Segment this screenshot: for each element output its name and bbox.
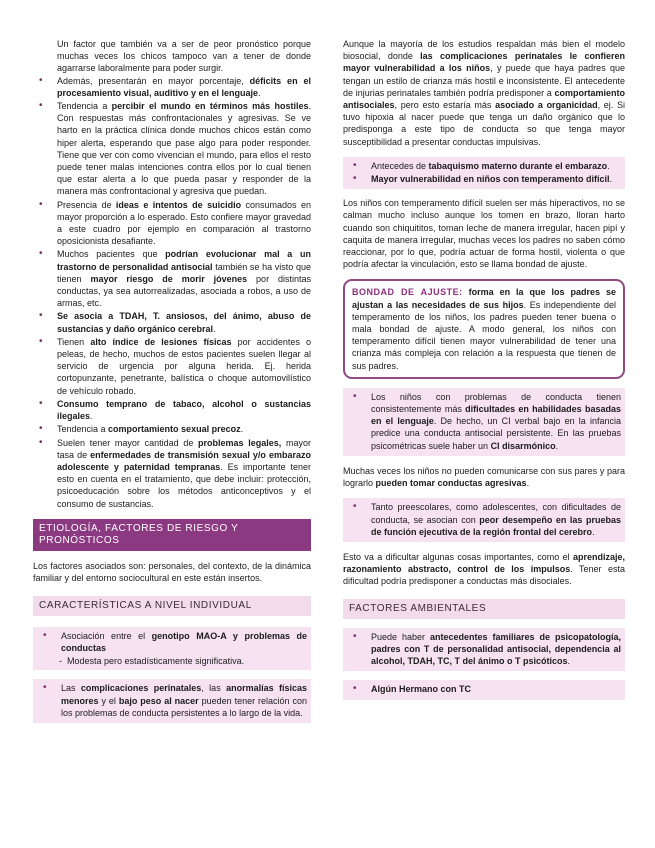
executive-function-callout <box>343 498 625 542</box>
temperament-paragraph: Los niños con temperamento difícil suelen ser más hiperactivos, no se calman mucho incluso aunque los tomen en brazo, lloran harto cuando son chiquititos, toman leche de manera irregular, hacen pipí y caquita de manera irregular, muchas veces los padres no saben cómo reaccionar, por lo que, podría actuar de forma hostil, violenta o que podría afectar la vinculación, esto se llama bondad de ajuste. <box>343 198 625 270</box>
left-column <box>33 38 311 723</box>
list-item: • Tanto preescolares, como adolescentes, con dificultades de conducta, se asocian con peor desempeño en las pruebas de función ejecutiva de la región frontal del cerebro. <box>347 501 621 538</box>
perinatal-callout <box>33 679 311 723</box>
list-item: • Tendencia a percibir el mundo en términos más hostiles. Con respuestas más confrontacionales y agresivas. Se ve harto en la práctica clínica donde muchos chicos están como hiper alerta, esperando que pase algo para poder responder. Tiene que ver con como vivencian el mundo, para ellos el resto puede tener malas intenciones contra ellos por lo cual tienen que estar alerta a lo que pueda pasar y responder de la manera más confrontacional y agresiva que puedan. <box>33 100 311 198</box>
language-callout <box>343 388 625 456</box>
list-item: • Antecedes de tabaquismo materno durante el embarazo. <box>347 160 621 172</box>
biosocial-paragraph: Aunque la mayoría de los estudios respaldan más bien el modelo biosocial, donde las complicaciones perinatales le confieren mayor vulnerabilidad a los niños, y puede que haya padres que tengan un estilo de crianza más hostil e inconsistente. El antecedente de injurias perinatales también podría predisponer a comportamiento antisociales, pero esto estaría más asociado a organicidad, ej. Si tuvo hipoxia al nacer puede que tenga un daño orgánico que lo predisponga a este tipo de conducta so que tenga mayor susceptibilidad a presentar conductas impulsivas. <box>343 39 626 147</box>
learning-paragraph: Esto va a dificultar algunas cosas importantes, como el aprendizaje, razonamiento abstracto, control de los impulsos. Tener esta dificultad podría predisponer a conductas más disociales. <box>343 551 625 587</box>
list-item: • Los niños con problemas de conducta tienen consistentemente más dificultades en habilidades basadas en el lenguaje. De hecho, un CI verbal bajo en la infancia predice una conducta antisocial persistente. En las pruebas psicométricas suele haber un CI disarmónico. <box>347 391 621 452</box>
communication-paragraph: Muchas veces los niños no pueden comunicarse con sus pares y para lograrlo pueden tomar conductas agresivas. <box>343 465 625 489</box>
etiologia-paragraph: Los factores asociados son: personales, del contexto, de la dinámica familiar y del entorno sociocultural en este están insertos. <box>33 561 311 584</box>
temperament-callout <box>343 157 625 189</box>
list-item: • Presencia de ideas e intentos de suicidio consumados en mayor proporción a lo esperado. Esto confiere mayor gravedad a este cuadro por ejemplo en comparación al trastorno oposicionista desafiante. <box>33 199 311 248</box>
genotype-callout <box>33 627 311 671</box>
individual-traits-list <box>33 75 311 510</box>
list-item: • Suelen tener mayor cantidad de problemas legales, mayor tasa de enfermedades de transmisión sexual y/o embarazo adolescente y paternidad tempranas. Es importante tener esto en cuenta en el tratamiento, que debe incluir: protección, psicoeducación sobre los métodos anticonceptivos y el consumo de sustancias. <box>33 437 311 510</box>
list-item: • Se asocia a TDAH, T. ansiosos, del ánimo, abuso de sustancias y daño orgánico cerebral. <box>33 310 311 334</box>
list-item: • Puede haber antecedentes familiares de psicopatología, padres con T de personalidad antisocial, dependencia al alcohol, TDAH, TC, T del ánimo o T psicóticos. <box>347 631 621 668</box>
list-item: • Algún Hermano con TC <box>347 683 621 695</box>
list-item: • Además, presentarán en mayor porcentaje, déficits en el procesamiento visual, auditivo y en el lenguaje. <box>33 75 311 99</box>
list-item: • Las complicaciones perinatales, las anormalías físicas menores y el bajo peso al nacer pueden tener relación con los problemas de conducta persistentes a lo largo de la vida. <box>37 682 307 719</box>
bondad-title: BONDAD DE AJUSTE: <box>352 287 463 298</box>
bondad-definition-box: BONDAD DE AJUSTE: forma en la que los padres se ajustan a las necesidades de sus hijos. Es independiente del temperamento de los niños, los padres pueden tener buena o mala bondad de ajuste. A modo general, los niños con temperamento difícil tienen mayor vulnerabilidad de tener una crianza más compleja con relación a la respuesta que tienen de sus padres. <box>343 279 625 378</box>
intro-paragraph: Un factor que también va a ser de peor pronóstico porque muchas veces los chicos tampoco van a tener de donde agarrarse laboralmente para poder surgir. <box>57 39 311 74</box>
list-item: • Consumo temprano de tabaco, alcohol o sustancias ilegales. <box>33 398 311 422</box>
list-item: • Mayor vulnerabilidad en niños con temperamento difícil. <box>347 173 621 185</box>
list-item: • Muchos pacientes que podrían evolucionar mal a un trastorno de personalidad antisocial también se ha visto que tienen mayor riesgo de morir jóvenes por distintas conductas, ya sea autorrealizadas, asociada a robos, a uso de armas, etc. <box>33 248 311 309</box>
family-history-callout <box>343 628 625 672</box>
list-item: • Asociación entre el genotipo MAO-A y problemas de conductas <box>37 630 307 654</box>
list-subitem: - Modesta pero estadísticamente significativa. <box>37 655 307 667</box>
list-item: • Tendencia a comportamiento sexual precoz. <box>33 423 311 435</box>
sibling-callout <box>343 680 625 699</box>
etiologia-section-title: ETIOLOGÍA, FACTORES DE RIESGO Y PRONÓSTICOS <box>33 519 311 551</box>
caracteristicas-section-title: CARACTERÍSTICAS A NIVEL INDIVIDUAL <box>33 596 311 616</box>
ambientales-section-title: FACTORES AMBIENTALES <box>343 599 625 619</box>
right-column <box>343 38 625 700</box>
list-item: • Tienen alto índice de lesiones físicas por accidentes o peleas, de hecho, muchos de estos pacientes suelen llegar al servicio de urgencia por alguna herida. Ej. herida cortopunzante, penetrante, balística o choque automovilístico de vehículo robado. <box>33 336 311 397</box>
